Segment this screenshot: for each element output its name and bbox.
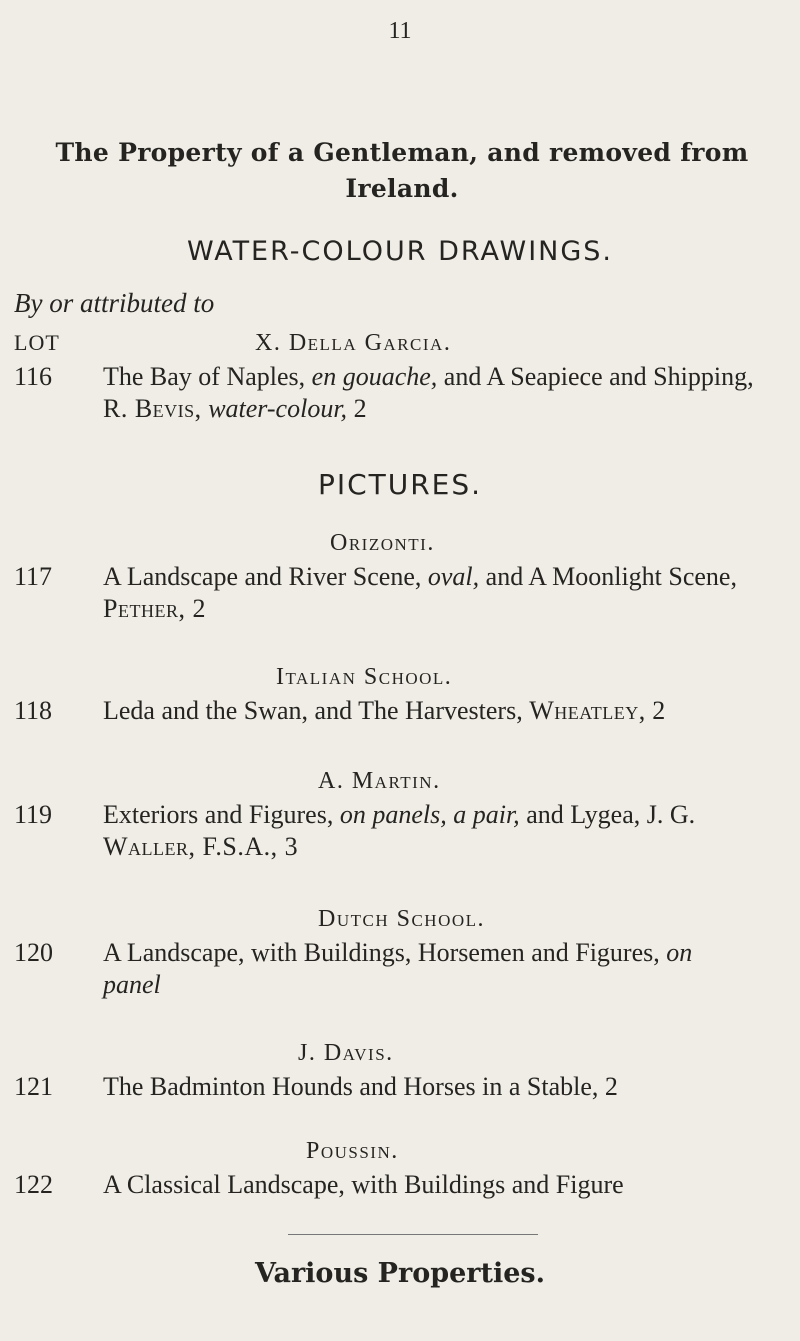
artist-name: Orizonti. <box>330 530 435 556</box>
lot-description: The Badminton Hounds and Horses in a Stable, 2 <box>103 1072 618 1101</box>
artist-name: X. Della Garcia. <box>255 330 452 356</box>
page-number: 11 <box>388 18 412 44</box>
lot-description: A Classical Landscape, with Buildings and Figure <box>103 1170 624 1199</box>
lot-number: 116 <box>14 362 53 391</box>
artist-name: A. Martin. <box>318 768 441 794</box>
lot-number: 120 <box>14 938 53 967</box>
lot-number: 121 <box>14 1072 53 1101</box>
lot-description: Exteriors and Figures, on panels, a pair, and Lygea, J. G. <box>103 800 696 829</box>
lot-number: 117 <box>14 562 53 591</box>
lot-description: A Landscape and River Scene, oval, and A Moonlight Scene, <box>103 562 737 591</box>
section-divider <box>288 1234 538 1235</box>
section-heading-watercolour: WATER-COLOUR DRAWINGS. <box>186 236 614 267</box>
lot-column-label: LOT <box>14 330 60 355</box>
artist-name: Poussin. <box>306 1138 399 1164</box>
lot-description-cont: Waller, F.S.A., 3 <box>103 832 299 861</box>
lot-number: 118 <box>14 696 53 725</box>
artist-name: Dutch School. <box>318 906 486 932</box>
lot-description: The Bay of Naples, en gouache, and A Seapiece and Shipping, <box>103 362 754 391</box>
lot-description: Leda and the Swan, and The Harvesters, Wheatley, 2 <box>103 696 666 725</box>
lot-description-cont: R. Bevis, water-colour, 2 <box>103 394 367 423</box>
by-attributed-line: By or attributed to <box>14 288 215 318</box>
lot-description: A Landscape, with Buildings, Horsemen and Figures, on <box>103 938 693 967</box>
various-properties-title: Various Properties. <box>254 1258 545 1289</box>
artist-name: J. Davis. <box>298 1040 394 1066</box>
section-heading-pictures: PICTURES. <box>317 468 483 501</box>
provenance-title-cont: Ireland. <box>345 174 459 203</box>
artist-name: Italian School. <box>276 664 453 690</box>
provenance-title: The Property of a Gentleman, and removed from <box>55 138 749 167</box>
lot-number: 119 <box>14 800 53 829</box>
lot-description-cont: panel <box>103 970 161 999</box>
lot-description-cont: Pether, 2 <box>103 594 206 623</box>
lot-number: 122 <box>14 1170 53 1199</box>
